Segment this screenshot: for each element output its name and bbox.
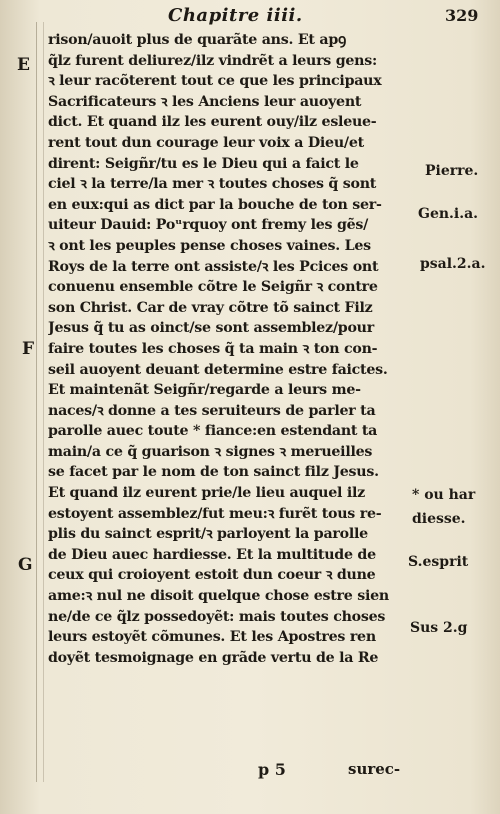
text-line: dict. Et quand ilz les eurent ouy/ilz esleue-	[48, 114, 377, 131]
text-line: ne/de ce q̃lz possedoyẽt: mais toutes choses	[48, 608, 386, 625]
body-text	[48, 30, 418, 668]
signature-mark: p 5	[258, 760, 286, 779]
margin-ref-gen: Gen.i.a.	[418, 206, 479, 222]
text-line: q̃lz furent deliurez/ilz vindrẽt a leurs gens:	[48, 52, 377, 69]
text-line: rent tout dun courage leur voix a Dieu/et	[48, 134, 364, 151]
text-line: seil auoyent deuant determine estre faictes.	[48, 361, 388, 378]
text-line: se facet par le nom de ton sainct filz Jesus.	[48, 464, 379, 481]
text-line: Sacrificateurs ꝛ les Anciens leur auoyent	[48, 93, 362, 110]
text-line: parolle auec toute * fiance:en estendant ta	[48, 423, 378, 440]
margin-ref-esprit: S.esprit	[408, 554, 469, 570]
text-line: estoyent assemblez/fut meu:ꝛ furẽt tous re-	[48, 505, 382, 522]
chapter-title: Chapitre iiii.	[168, 5, 303, 26]
text-line: faire toutes les choses q̃ ta main ꝛ ton con-	[48, 340, 378, 357]
text-line: Et maintenãt Seigñr/regarde a leurs me-	[48, 382, 361, 399]
text-line: ame:ꝛ nul ne disoit quelque chose estre sien	[48, 588, 389, 605]
text-line: Roys de la terre ont assiste/ꝛ les Pcices ont	[48, 258, 379, 275]
margin-ref-pierre: Pierre.	[425, 163, 479, 179]
margin-letter-e: E	[17, 55, 30, 75]
margin-note-hardiesse: * ou har diesse.	[412, 487, 476, 527]
catchword: surec-	[348, 760, 401, 778]
ruling-line	[36, 22, 37, 782]
text-line: ciel ꝛ la terre/la mer ꝛ toutes choses q̃ sont	[48, 176, 377, 193]
folio-number: 329	[445, 6, 479, 25]
text-line: doyẽt tesmoignage en grãde vertu de la Re	[48, 649, 379, 666]
text-line: rison/auoit plus de quarãte ans. Et apꝯ	[48, 32, 347, 48]
margin-letter-g: G	[18, 555, 33, 575]
ruling-line	[43, 22, 44, 782]
text-line: leurs estoyẽt cõmunes. Et les Apostres ren	[48, 629, 376, 646]
text-line: naces/ꝛ donne a tes seruiteurs de parler ta	[48, 402, 376, 419]
margin-ref-sus: Sus 2.g	[410, 620, 468, 636]
text-line: en eux:qui as dict par la bouche de ton ser-	[48, 196, 382, 213]
text-line: dirent: Seigñr/tu es le Dieu qui a faict le	[48, 155, 359, 172]
text-line: de Dieu auec hardiesse. Et la multitude de	[48, 546, 376, 563]
text-line: ꝛ ont les peuples pense choses vaines. Les	[48, 237, 371, 254]
text-line: uiteur Dauid: Poᵘrquoy ont fremy les gẽs/	[48, 217, 369, 234]
text-line: ꝛ leur racõterent tout ce que les principaux	[48, 73, 382, 90]
text-line: plis du sainct esprit/ꝛ parloyent la parolle	[48, 526, 368, 543]
text-line: Jesus q̃ tu as oinct/se sont assemblez/pour	[48, 320, 374, 337]
text-line: conuenu ensemble cõtre le Seigñr ꝛ contre	[48, 279, 378, 296]
margin-letter-f: F	[22, 339, 35, 359]
text-line: ceux qui croioyent estoit dun coeur ꝛ dune	[48, 567, 376, 584]
margin-ref-psal: psal.2.a.	[420, 256, 486, 272]
text-line: main/a ce q̃ guarison ꝛ signes ꝛ merueilles	[48, 443, 373, 460]
text-line: Et quand ilz eurent prie/le lieu auquel ilz	[48, 485, 365, 502]
running-header	[0, 3, 500, 29]
text-line: son Christ. Car de vray cõtre tõ sainct Filz	[48, 299, 373, 316]
